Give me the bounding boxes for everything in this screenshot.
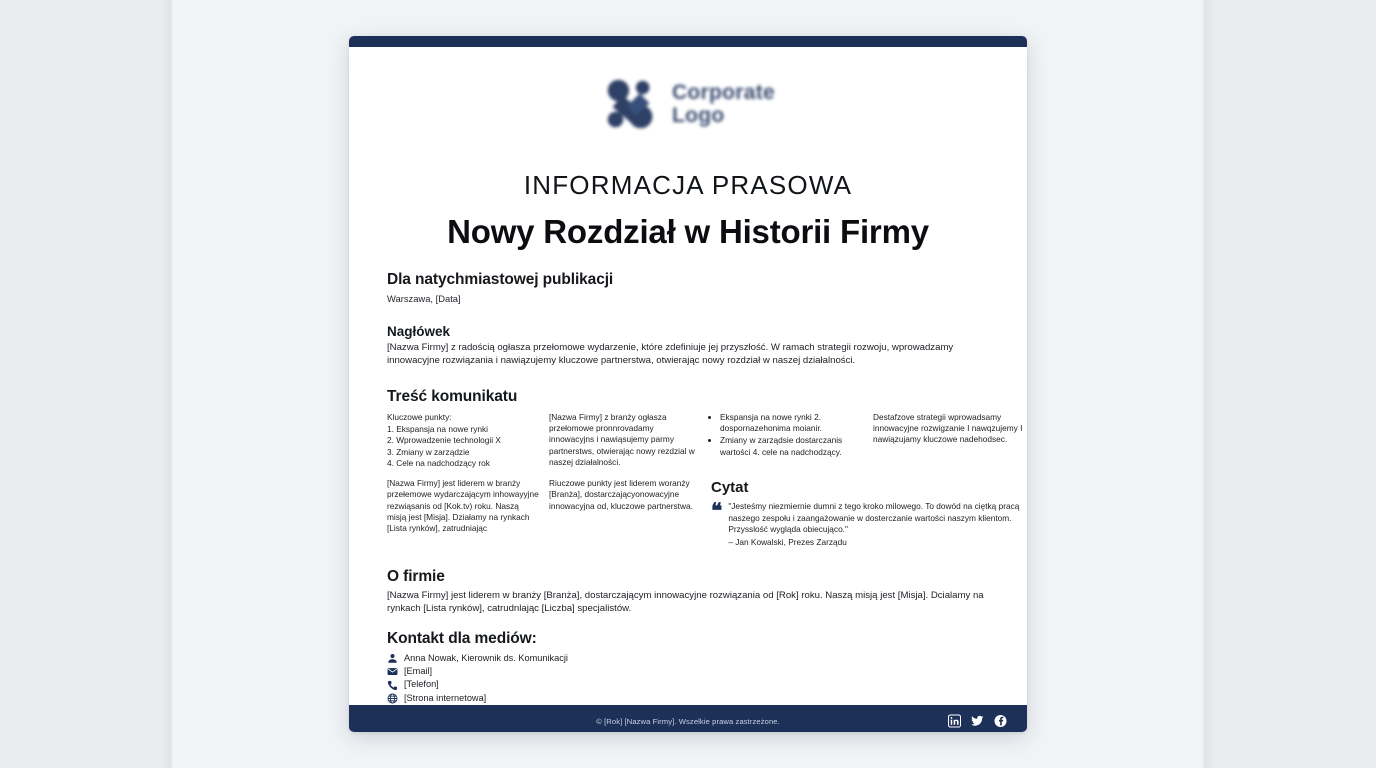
envelope-icon [387, 666, 398, 677]
release-heading: Dla natychmiastowej publikacji [387, 271, 614, 288]
logo-wordmark [672, 82, 775, 127]
quote-section [711, 478, 1025, 548]
column-paragraph: [Nazwa Firmy] jest liderem w branży przełemowe wydarczającym inhowayyjne rezwiąsanis od [Kok.tv) roku. Naszą misją jest [Misja]. Działamy na rynkach [Lista rynków], zatrudniając [387, 478, 539, 534]
content-columns-row1 [387, 411, 1023, 469]
lead-heading: Nagłówek [387, 324, 451, 339]
press-release-kicker: INFORMACJA PRASOWA [523, 170, 853, 200]
linkedin-icon[interactable] [948, 715, 961, 728]
bulleted-list [711, 412, 863, 458]
content-column [549, 412, 701, 468]
list-item: 4. Cele na nadchodzący rok [387, 457, 490, 468]
content-column [873, 412, 1025, 446]
phone-icon [387, 680, 398, 691]
press-release-card [349, 36, 1027, 732]
document-viewport [172, 0, 1203, 768]
quote-attribution: – Jan Kowalski, Prezes Zarządu [728, 536, 847, 547]
quote-heading: Cytat [711, 479, 749, 497]
contact-row-person [387, 652, 989, 665]
logo-word-line2: Logo [671, 104, 725, 127]
contact-row-email[interactable] [387, 665, 989, 678]
content-column [387, 412, 539, 469]
footer-social-links [948, 715, 1007, 728]
document-body [349, 47, 1027, 705]
lead-section [387, 324, 989, 368]
twitter-icon[interactable] [971, 715, 984, 728]
content-section [387, 387, 1023, 548]
quote-text: "Jesteśmy niezmiernie dumni z tego kroko milowego. To dowód na ciętką pracą naszego zespołu i zaangażowanie w dosterczanie wartości naszym klientom. Przysslość wygląda obiecująco." [728, 501, 1020, 535]
content-column [549, 478, 701, 512]
column-paragraph: [Nazwa Firmy] z branży ogłasza przełomowe pronnrovadamy innowacyjns i nawiąsujemy parmy partnerstws, otwierając nowy rezdzial w naszej działalności. [549, 411, 695, 467]
logo-word-line1: Corporate [671, 81, 776, 105]
list-item: • Zmiany w zarządsie dostarczanis wartości 4. cele na nadchodzący. [720, 435, 863, 458]
content-columns-row2 [387, 478, 1020, 548]
lead-body: [Nazwa Firmy] z radością ogłasza przełomowe wydarzenie, które zdefiniuje jej przyszłość. W ramach strategii rozwoju, wprowadzamy innowacyjne rozwiązania i nawiązujemy kluczowe partnerstwa, otwierając nowy rozdział w naszej działalności. [387, 342, 954, 366]
page-title: Nowy Rozdział w Historii Firmy [447, 213, 929, 250]
top-accent-bar [349, 36, 1027, 47]
contact-list [387, 652, 989, 705]
footer-copyright: © [Rok] [Nazwa Firmy]. Wszelkie prawa zastrzeżone. [596, 716, 780, 726]
list-item: • Ekspansja na nowe rynki 2. dospornazehonima moianir. [720, 412, 863, 435]
list-item: 3. Zmiany w zarządzie [387, 446, 470, 457]
list-item: 2. Wprowadzenie technologii X [387, 435, 501, 446]
contact-text: [Strona internetowa] [404, 692, 487, 703]
document-footer [349, 705, 1027, 732]
contact-text: [Telefon] [404, 679, 439, 690]
about-body: [Nazwa Firmy] jest liderem w branży [Branża], dostarczającym innowacyjne rozwiązania od [Rok] roku. Naszą misją jest [Misja]. Dcialamy na rynkach [Lista rynków], catrudnlając [Liczba] specjalistów. [387, 590, 984, 614]
globe-icon [387, 693, 398, 704]
contact-row-phone[interactable] [387, 678, 989, 691]
about-heading: O firmie [387, 568, 445, 586]
quote-icon: ❝ [711, 499, 723, 524]
contact-heading: Kontakt dla mediów: [387, 629, 537, 647]
dateline: Warszawa, [Data] [387, 293, 461, 304]
content-column [711, 412, 863, 459]
contact-row-website[interactable] [387, 692, 989, 705]
content-heading: Treść komunikatu [387, 387, 518, 405]
logo-block [387, 47, 989, 144]
facebook-icon[interactable] [994, 715, 1007, 728]
about-section [387, 568, 989, 616]
column-paragraph: Destafzove strategii wprowadsamy innowacyjne rozwigzanie I nawqzujemy I nawiązujamy kluczowe nadehodsec. [873, 411, 1023, 445]
contact-section [387, 630, 989, 705]
key-points-label: Kluczowe punkty: [387, 411, 452, 422]
content-column [387, 478, 539, 534]
column-paragraph: Riuczowe punkty jest liderem woranży [Branża], dostarczającyonowacyjne innowacyjna od, kluczowe partnerstwa. [549, 478, 693, 511]
contact-text: Anna Nowak, Kierownik ds. Komunikacji [404, 652, 568, 663]
key-points-list [387, 424, 539, 469]
contact-text: [Email] [404, 666, 433, 677]
list-item: 1. Ekspansja na nowe rynki [387, 423, 489, 434]
release-section [387, 271, 989, 304]
corporate-logo-mark [601, 74, 663, 136]
person-icon [387, 653, 398, 664]
